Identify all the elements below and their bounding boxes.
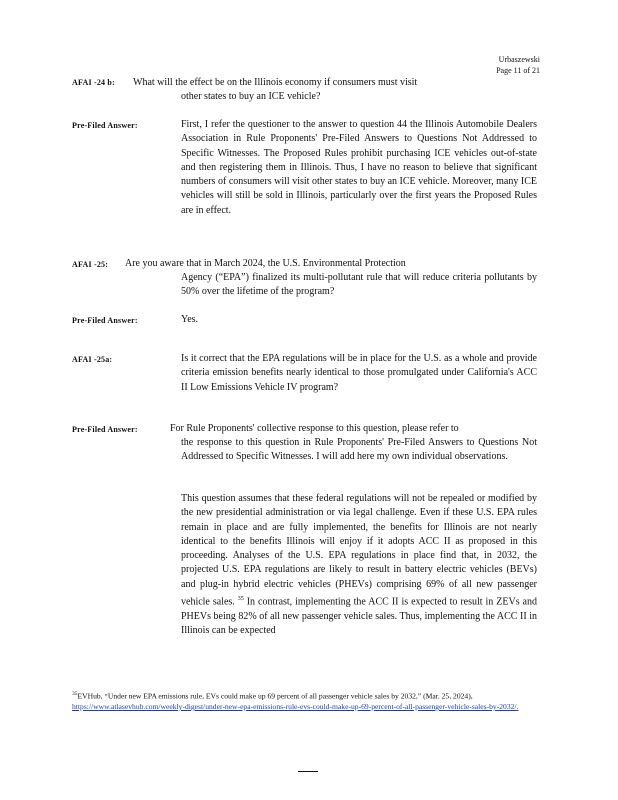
footnote-link[interactable]: https://www.atlasevhub.com/weekly-digest/under-new-epa-emissions-rule-evs-could-make-up-69-percent-of-all-passenger-vehicle-sales-by-2032/.	[72, 702, 519, 712]
question-label: AFAI -24 b:	[72, 78, 115, 87]
answer-label: Pre-Filed Answer:	[72, 121, 138, 130]
question-text-cont: Agency (“EPA”) finalized its multi-pollutant rule that will reduce criteria pollutants by 50% over the lifetime of the program?	[181, 272, 537, 298]
witness-name: Urbaszewski	[498, 55, 540, 64]
bottom-rule	[298, 771, 318, 772]
page-number: Page 11 of 21	[496, 66, 540, 75]
question-text: What will the effect be on the Illinois economy if consumers must visit	[133, 77, 418, 88]
answer-text-cont: the response to this question in Rule Proponents' Pre-Filed Answers to Questions Not Addressed to Specific Witnesses. I will add here my own individual observations.	[181, 437, 537, 463]
footnote-reference[interactable]: 35	[237, 596, 244, 603]
question-text: Is it correct that the EPA regulations will be in place for the U.S. as a whole and provide criteria emission benefits nearly identical to those promulgated under California's ACC II Low Emissions Vehicle IV program?	[181, 353, 537, 393]
answer-label: Pre-Filed Answer:	[72, 425, 138, 434]
answer-label: Pre-Filed Answer:	[72, 316, 138, 325]
page-header	[496, 54, 540, 76]
footnote-text: EVHub, “Under new EPA emissions rule, EVs could make up 69 percent of all passenger vehicle sales by 2032,” (Mar. 25, 2024),	[77, 691, 473, 701]
answer-text: Yes.	[181, 314, 199, 325]
footnote-mark: 35	[72, 691, 78, 697]
answer-paragraph	[181, 492, 537, 638]
question-text: Are you aware that in March 2024, the U.S. Environmental Protection	[125, 258, 406, 269]
answer-text: For Rule Proponents' collective response to this question, please refer to	[170, 423, 459, 434]
question-label: AFAI -25:	[72, 260, 109, 269]
answer-text: First, I refer the questioner to the answer to question 44 the Illinois Automobile Dealers Association in Rule Proponents' Pre-Filed Answers to Questions Not Addressed to Specific Witnesses. The Proposed Rules prohibit purchasing ICE vehicles out-of-state and then registering them in Illinois. Thus, I have no reason to believe that significant numbers of consumers will visit other states to buy an ICE vehicle. Moreover, many ICE vehicles will still be sold in Illinois, particularly over the first years the Proposed Rules are in effect.	[181, 119, 537, 216]
answer-paragraph-text-cont: In contrast, implementing the ACC II is expected to result in ZEVs and PHEVs being 82% of all new passenger vehicle sales. Thus, implementing the ACC II in Illinois can be expected	[181, 596, 537, 636]
answer-paragraph-text: This question assumes that these federal regulations will not be repealed or modified by the new presidential administration or via legal challenge. Even if these U.S. EPA rules remain in place and are fully implemented, the benefits for Illinois are not nearly identical to the benefits Illinois will enjoy if it adopts ACC II as proposed in this proceeding. Analyses of the U.S. EPA regulations in place find that, in 2032, the projected U.S. EPA regulations are likely to result in battery electric vehicles (BEVs) and plug-in hybrid electric vehicles (PHEVs) comprising 69% of all new passenger vehicle sales.	[181, 493, 537, 608]
footnote	[72, 689, 548, 713]
question-label: AFAI -25a:	[72, 355, 113, 364]
question-text-cont: other states to buy an ICE vehicle?	[181, 91, 321, 102]
